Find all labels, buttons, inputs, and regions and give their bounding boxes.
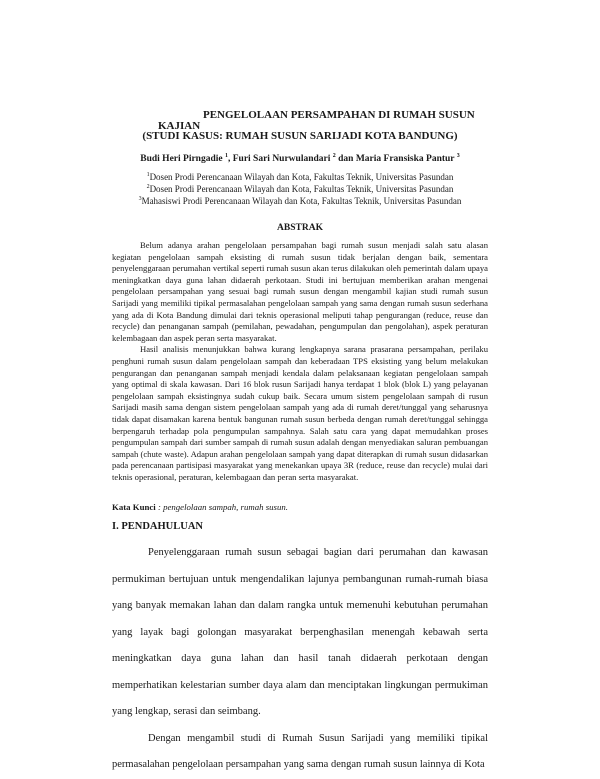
affiliation-1 xyxy=(0,172,600,182)
affiliation-1-text: Dosen Prodi Perencanaan Wilayah dan Kota, Fakultas Teknik, Universitas Pasundan xyxy=(149,172,454,182)
affiliation-2 xyxy=(0,184,600,194)
affiliation-3-sup: 3 xyxy=(138,196,142,202)
author-2: , Furi Sari Nurwulandari xyxy=(227,154,331,165)
author-3-sup: 3 xyxy=(456,153,460,159)
section-heading-pendahuluan: I. PENDAHULUAN xyxy=(112,521,204,532)
author-2-sup: 2 xyxy=(332,153,336,159)
keywords-label: Kata Kunci xyxy=(112,502,156,512)
intro-paragraph-1: Penyelenggaraan rumah susun sebagai bagian dari perumahan dan kawasan permukiman bertujuan untuk mengendalikan lajunya pembangunan rumah-rumah biasa yang banyak memakan lahan dan dalam rangka untuk memenuhi kebutuhan perumahan yang layak bagi golongan masyarakat berpenghasilan menengah kebawah serta meningkatkan daya guna lahan dan hasil tanah didaerah perkotaan dengan memperhatikan kelestarian sumber daya alam dan menciptakan lingkungan permukiman yang lengkap, serasi dan seimbang. xyxy=(112,547,488,717)
keywords-value: : pengelolaan sampah, rumah susun. xyxy=(157,502,288,512)
author-1: Budi Heri Pirngadie xyxy=(140,154,223,165)
abstract-paragraph-1: Belum adanya arahan pengelolaan persampahan bagi rumah susun menjadi salah satu alasan kegiatan pengelolaan sampah eksisting di rumah susun tidak berjalan dengan baik, sementara penyelenggaraan perumahan vertikal seperti rumah susun akan terus dilakukan oleh pemerintah dalam upaya meningkatkan daya guna lahan didaerah perkotaan. Studi ini bertujuan memberikan arahan mengenai pengelolaan persampahan yang sesuai bagi rumah susun dengan mengambil kajian studi rumah susun Sarijadi yang memiliki tipikal permasalahan pengelolaan sampah yang sama dengan rumah susun sederhana yang ada di Kota Bandung dimulai dari teknis operasional meliputi tahap pengurangan (reduce, reuse dan recycle) dan penanganan sampah (pemilahan, pewadahan, pengumpulan dan pengolahan), aspek peraturan kelembagaan dan aspek peran serta masyarakat. xyxy=(112,240,488,343)
title-line-2: (STUDI KASUS: RUMAH SUSUN SARIJADI KOTA BANDUNG) xyxy=(142,130,458,142)
intro-body xyxy=(112,540,488,779)
affiliation-2-sup: 2 xyxy=(146,184,150,190)
affiliation-3 xyxy=(0,196,600,206)
author-1-sup: 1 xyxy=(224,153,228,159)
keywords xyxy=(112,502,288,512)
author-3: dan Maria Fransiska Pantur xyxy=(335,154,455,165)
author-list xyxy=(0,153,600,164)
affiliation-2-text: Dosen Prodi Perencanaan Wilayah dan Kota, Fakultas Teknik, Universitas Pasundan xyxy=(149,184,454,194)
title-line-1: PENGELOLAAN PERSAMPAHAN DI RUMAH SUSUN xyxy=(203,109,475,121)
affiliation-1-sup: 1 xyxy=(146,172,150,178)
abstract-heading: ABSTRAK xyxy=(277,223,323,233)
abstract-body xyxy=(112,240,488,483)
abstract-paragraph-2: Hasil analisis menunjukkan bahwa kurang lengkapnya sarana prasarana persampahan, perilaku penghuni rumah susun dalam pengelolaan sampah dan keberadaan TPS eksisting yang belum melakukan pengurangan dan penanganan sampah menjadi kendala dalam pelaksanaan kegiatan pengelolaan sampah yang optimal di skala kawasan. Dari 16 blok rusun Sarijadi hanya terdapat 1 blok (blok L) yang pelayanan pengelolaan sampah eksistingnya sudah cukup baik. Secara umum sistem pengelolaan sampah di rusun Sarijadi masih sama dengan sistem pengelolaan sampah yang ada di rumah deret/tunggal yang seharusnya tidak dapat disamakan karena bentuk bangunan rumah susun berbeda dengan rumah deret/tunggal sehingga berpengaruh terhadap pola pengumpulan sampahnya. Salah satu cara yang dapat memudahkan proses pengumpulan sampah dari sumber sampah di rumah susun adalah dengan menyediakan saluran pembuangan sampah (chute waste). Adapun arahan pengelolaan sampah yang dapat diterapkan di rumah susun didasarkan pada perencanaan partisipasi masyarakat yang menekankan upaya 3R (reduce, reuse dan recycle) mulai dari teknis operasional, peraturan, kelembagaan dan peran serta masyarakat. xyxy=(112,344,488,482)
title-prefix: KAJIAN xyxy=(158,120,201,132)
intro-paragraph-2: Dengan mengambil studi di Rumah Susun Sarijadi yang memiliki tipikal permasalahan pengelolaan persampahan yang sama dengan rumah susun lainnya di Kota xyxy=(112,732,488,770)
affiliation-3-text: Mahasiswi Prodi Perencanaan Wilayah dan Kota, Fakultas Teknik, Universitas Pasundan xyxy=(141,196,462,206)
